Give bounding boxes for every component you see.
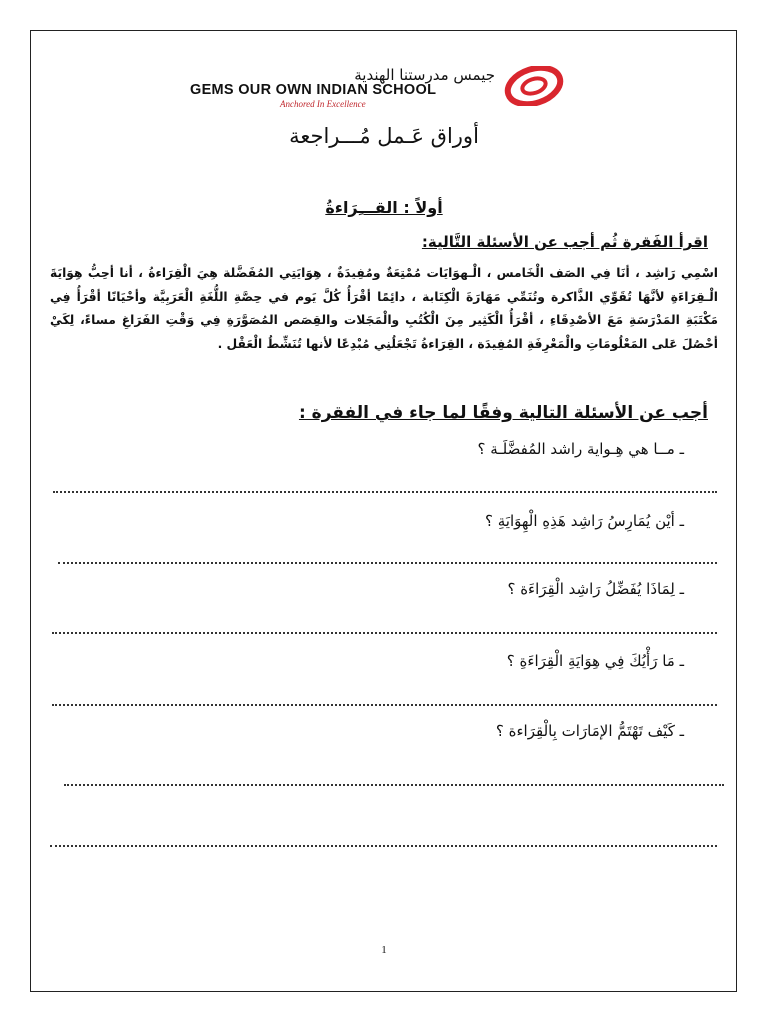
school-logo [190, 66, 570, 126]
question-1: ـ مــا هي هِـواية راشد المُفضَّلَـة ؟ [477, 440, 684, 458]
question-5: ـ كَيْف تَهْتَمُّ الإمَارَات بِالْقِرَاءة ؟ [495, 722, 684, 740]
page-border [30, 30, 737, 992]
answer-line-2[interactable] [58, 562, 717, 564]
school-name-arabic: جيمس مدرستنا الهندية [354, 66, 495, 84]
question-3: ـ لِمَاذَا يُفَضِّلُ رَاشِد الْقِرَاءَة ؟ [507, 580, 684, 598]
section-heading: أولاً : القـــِرَاءةُ [325, 198, 443, 217]
school-name-english: GEMS OUR OWN INDIAN SCHOOL [190, 82, 437, 98]
question-2: ـ أيْن يُمَارِسُ رَاشِد هَذِهِ الْهِوَايَةِ ؟ [485, 512, 684, 530]
gems-logo-icon [504, 66, 564, 106]
reading-passage: اسْمِي رَاشِد ، أنَا فِي الصَف الْخَامس ، الْـهوَايَات مُمْتِعَةٌ ومُفِيدَةٌ ، هِوَايَتِي المُفَضَّلة هِيَ الْقِرَاءةُ ، أنا أحِبُّ هِوَايَةَ الْـقِرَاءَةِ لأنَّهَا تُقَوِّي الذَّاكرة وتُنَمِّي مَهَارَةَ الْكِتَابة ، دائِمًا أقْرَأُ كُلَّ يَوم في حِصَّةِ اللُّغَةِ الْعَرَبِيَّة وأحْيَانًا أقْرَأُ فِي مَكْتَبَةِ المَدْرَسَةِ مَعَ الأصْدِقَاءِ ، أقْرَأُ الْكَثِير مِنَ الْكُتُبِ والْمَجَلات والقِصَص المُصَوَّرَةِ فِي وَقْتِ الفَرَاغِ مساءً، لِكَيْ أحْصُلَ عَلى المَعْلُومَاتِ والْمَعْرِفَةِ المُفِيدَة ، القِرَاءةُ تَجْعَلُنِي مُبْدِعًا لأنها تُنَشِّطُ الْعَقْل . [50, 266, 718, 351]
reading-instruction: اقرأ الفَقرة ثُم أجب عن الأسئلة التَّالية: [421, 233, 708, 251]
answer-line-1[interactable] [53, 491, 717, 493]
answer-line-6[interactable] [50, 845, 717, 847]
answer-line-5[interactable] [64, 784, 724, 786]
question-4: ـ مَا رَأْيُكَ فِي هِوَايَةِ الْقِرَاءَةِ ؟ [506, 652, 684, 670]
worksheet-title: أوراق عَـمل مُـــراجعة [289, 124, 479, 148]
school-tagline: Anchored In Excellence [280, 99, 366, 109]
questions-heading: أجب عن الأسئلة التالية وفقًا لما جاء في الفقرة : [298, 403, 708, 423]
answer-line-3[interactable] [52, 632, 717, 634]
answer-line-4[interactable] [52, 704, 717, 706]
page-number: 1 [381, 944, 387, 956]
